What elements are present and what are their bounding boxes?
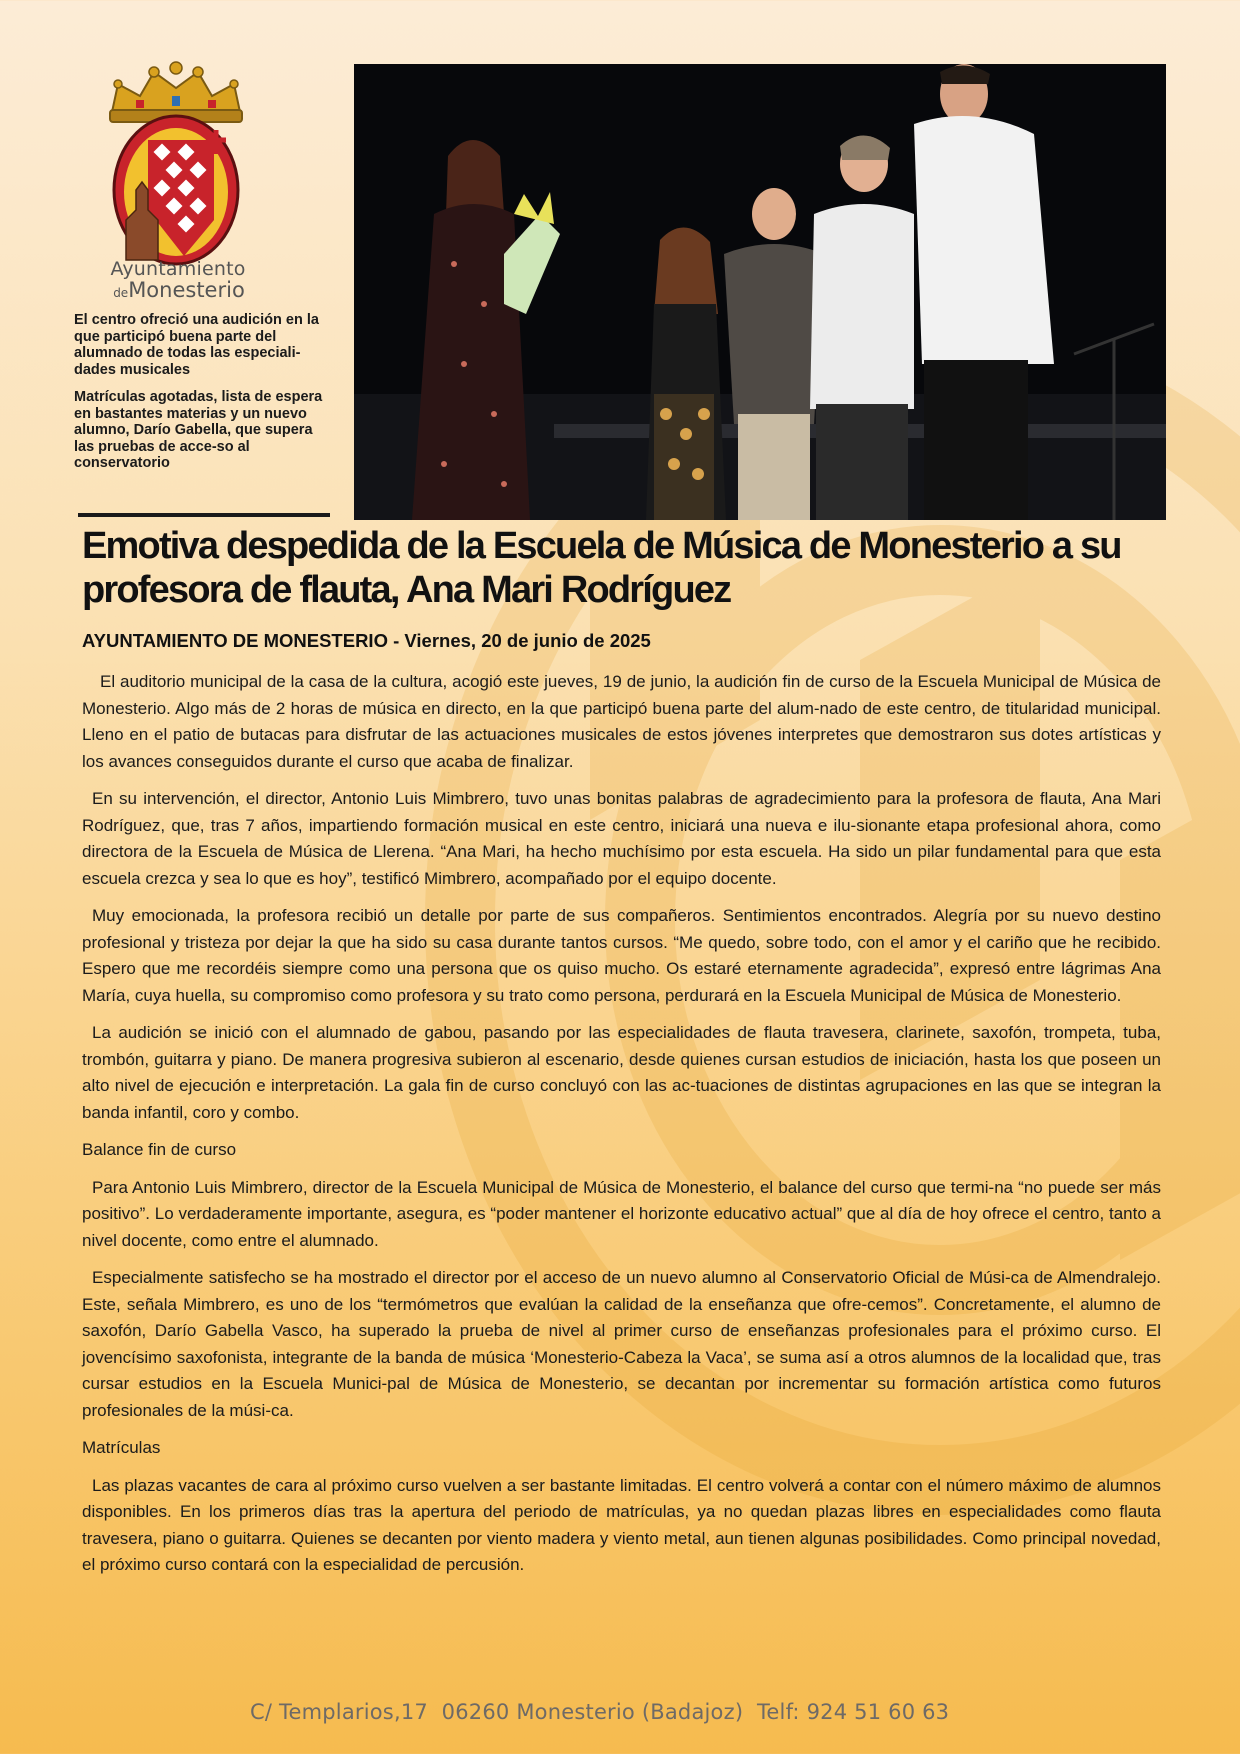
paragraph-1: El auditorio municipal de la casa de la cultura, acogió este jueves, 19 de junio, la audición fin de curso de la Escuela Municipal de Música de Monesterio. Algo más de 2 horas de música en directo, en la que participó buena parte del alum-nado de este centro, de titularidad municipal. Lleno en el patio de butacas para disfrutar de las actuaciones musicales de estos jóvenes interpretes que demostraron sus dotes artísticas y los avances conseguidos durante el curso que acaba de finalizar.: [82, 672, 1161, 771]
paragraph-5: Para Antonio Luis Mimbrero, director de la Escuela Municipal de Música de Monesterio, el balance del curso que termi-na “no puede ser más positivo”. Lo verdaderamente importante, asegura, es “poder mantener el horizonte educativo actual” que al día de hoy ofrece el centro, tanto a nivel docente, como entre el alumnado.: [82, 1177, 1161, 1250]
article-photo: [354, 64, 1166, 520]
logo-text-monesterio: [104, 278, 254, 302]
paragraph-3: Muy emocionada, la profesora recibió un detalle por parte de sus compañeros. Sentimientos encontrados. Alegría por su nuevo destino profesional y tristeza por dejar la que ha sido su casa durante tantos cursos. “Me quedo, sobre todo, con el amor y el cariño que he recibido. Espero que me recordéis siempre como una persona que os quiso mucho. Os estaré eternamente agradecida”, expresó entre lágrimas Ana María, cuya huella, su compromiso como profesora y su trato como persona, perdurará en la Escuela Municipal de Música de Monesterio.: [82, 906, 1161, 1005]
shield-icon: [114, 116, 238, 264]
paragraph-2: En su intervención, el director, Antonio Luis Mimbrero, tuvo unas bonitas palabras de agradecimiento para la profesora de flauta, Ana Mari Rodríguez, que, tras 7 años, impartiendo formación musical en este centro, iniciará una nueva e ilu-sionante etapa profesional ahora, como directora de la Escuela de Música de Llerena. “Ana Mari, ha hecho muchísimo por esta escuela. Ha sido un pilar fundamental para que esta escuela crezca y sea lo que es hoy”, testificó Mimbrero, acompañado por el equipo docente.: [82, 789, 1161, 888]
logo-text-town: Monesterio: [128, 278, 245, 302]
divider-rule: [78, 513, 330, 517]
paragraph-7: Las plazas vacantes de cara al próximo curso vuelven a ser bastante limitadas. El centro volverá a contar con el número máximo de alumnos disponibles. En los primeros días tras la apertura del periodo de matrículas, ya no quedan plazas libres en especialidades como flauta travesera, piano o guitarra. Quienes se decanten por viento madera y viento metal, aun tienen algunas posibilidades. Como principal novedad, el próximo curso contará con la especialidad de percusión.: [82, 1475, 1161, 1574]
subheading-matriculas: Matrículas: [82, 1438, 161, 1457]
article-byline: AYUNTAMIENTO DE MONESTERIO - Viernes, 20 de junio de 2025: [82, 630, 651, 651]
article-body: [82, 669, 1161, 1590]
logo-text-ayuntamiento: Ayuntamiento: [110, 258, 246, 280]
summary-point-1: El centro ofreció una audición en la que participó buena parte del alumnado de todas las especiali-dades musicales: [74, 312, 319, 378]
summary-point-2: Matrículas agotadas, lista de espera en bastantes materias y un nuevo alumno, Darío Gabella, que supera las pruebas de acce-so al conservatorio: [74, 389, 323, 471]
article-summary: [74, 312, 326, 483]
logo-text-de: de: [113, 286, 129, 300]
footer-address: C/ Templarios,17 06260 Monesterio (Badajoz) Telf: 924 51 60 63: [250, 1700, 950, 1724]
paragraph-6: Especialmente satisfecho se ha mostrado el director por el acceso de un nuevo alumno al Conservatorio Oficial de Músi-ca de Almendralejo. Este, señala Mimbrero, es uno de los “termómetros que evalúan la calidad de la enseñanza que ofre-cemos”. Concretamente, el alumno de saxofón, Darío Gabella Vasco, ha superado la prueba de nivel al primer curso de enseñanzas profesionales para el próximo curso. El jovencísimo saxofonista, integrante de la banda de música ‘Monesterio-Cabeza la Vaca’, se suma así a otros alumnos de la localidad que, tras cursar estudios en la Escuela Munici-pal de Música de Monesterio, se decantan por incrementar su formación artística como futuros profesionales de la músi-ca.: [82, 1268, 1161, 1420]
crown-icon: [110, 62, 242, 122]
article-headline: Emotiva despedida de la Escuela de Música de Monesterio a su profesora de flauta, Ana Mari Rodríguez: [82, 525, 1121, 611]
paragraph-4: La audición se inició con el alumnado de gabou, pasando por las especialidades de flauta travesera, clarinete, saxofón, trompeta, tuba, trombón, guitarra y piano. De manera progresiva subieron al escenario, desde quienes cursan estudios de iniciación, hasta los que poseen un alto nivel de ejecución e interpretación. La gala fin de curso concluyó con las ac-tuaciones de distintas agrupaciones en las que se integran la banda infantil, coro y combo.: [82, 1023, 1161, 1122]
subheading-balance: Balance fin de curso: [82, 1140, 237, 1159]
